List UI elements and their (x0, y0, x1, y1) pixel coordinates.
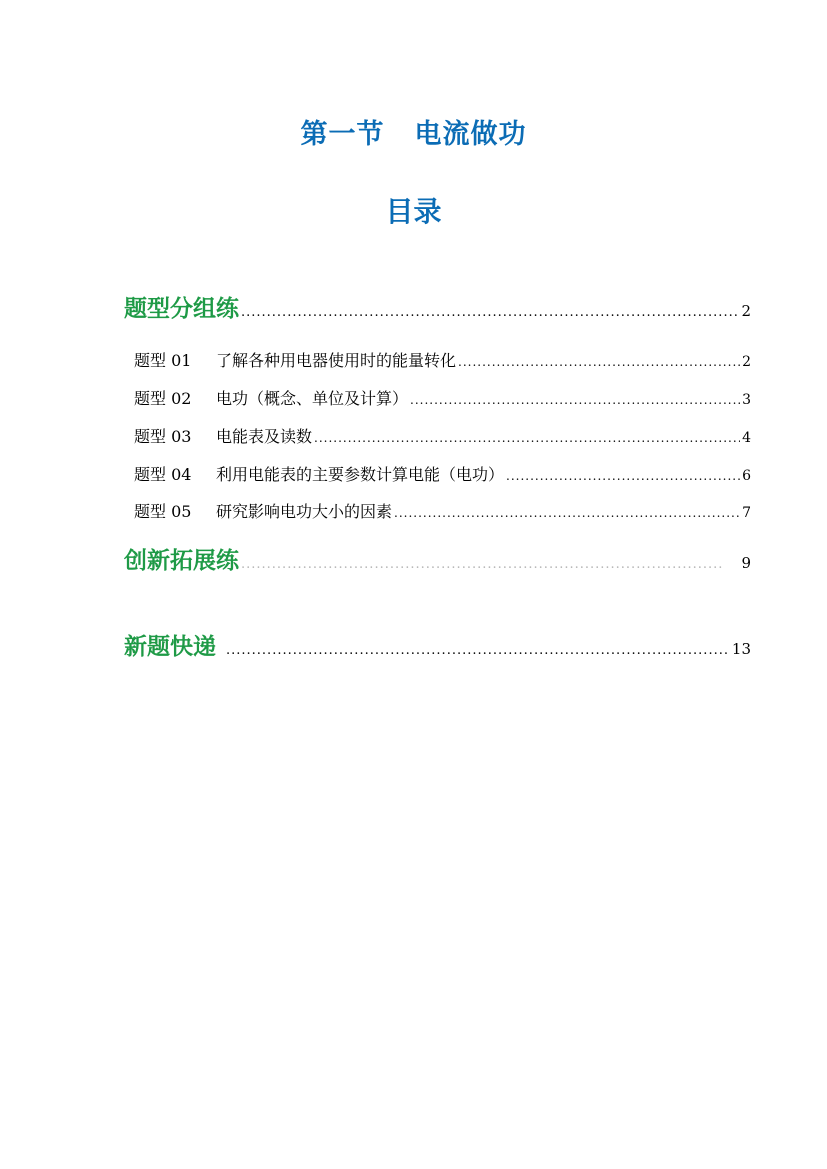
toc-item-code: 题型 02 (134, 389, 192, 408)
toc-item[interactable] (134, 386, 751, 409)
toc-page-number: 4 (742, 430, 751, 446)
toc-section-label: 创新拓展练 (124, 548, 239, 574)
toc-section-1[interactable] (124, 290, 751, 323)
leader-dots (394, 506, 740, 520)
toc-page-number: 3 (742, 392, 751, 408)
toc-item-text: 电功（概念、单位及计算） (216, 389, 409, 408)
toc-item-code: 题型 05 (134, 502, 192, 521)
title-part1: 第一节 (300, 119, 385, 150)
leader-dots (458, 355, 740, 369)
toc-item-code: 题型 04 (134, 465, 192, 484)
toc-section-3[interactable] (124, 628, 751, 661)
toc-section-label: 题型分组练 (124, 296, 239, 322)
page-title (0, 112, 827, 151)
toc-item[interactable] (134, 424, 751, 447)
toc-item-text: 了解各种用电器使用时的能量转化 (216, 351, 457, 370)
leader-dots (241, 557, 723, 572)
leader-dots (410, 393, 740, 407)
toc-item-text: 研究影响电功大小的因素 (216, 502, 393, 521)
toc-page-number: 13 (731, 640, 751, 658)
toc-item-code: 题型 03 (134, 427, 192, 446)
toc-section-label: 新题快递 (124, 634, 216, 660)
leader-dots (506, 469, 740, 483)
toc-page-number: 9 (741, 554, 751, 572)
toc-section-2[interactable] (124, 542, 751, 575)
leader-dots (226, 643, 730, 658)
toc-page-number: 7 (742, 505, 751, 521)
toc-item[interactable] (134, 348, 751, 371)
toc-heading: 目录 (385, 195, 442, 228)
toc-page-number: 2 (742, 354, 751, 370)
title-part2: 电流做功 (414, 119, 527, 150)
toc-item[interactable] (134, 462, 751, 485)
toc-item-code: 题型 01 (134, 351, 192, 370)
leader-dots (314, 431, 740, 445)
toc-item[interactable] (134, 499, 751, 522)
toc-page-number: 6 (742, 468, 751, 484)
toc-item-text: 利用电能表的主要参数计算电能（电功） (216, 465, 505, 484)
leader-dots (241, 305, 739, 320)
toc-page-number: 2 (741, 302, 751, 320)
toc-item-text: 电能表及读数 (216, 427, 313, 446)
